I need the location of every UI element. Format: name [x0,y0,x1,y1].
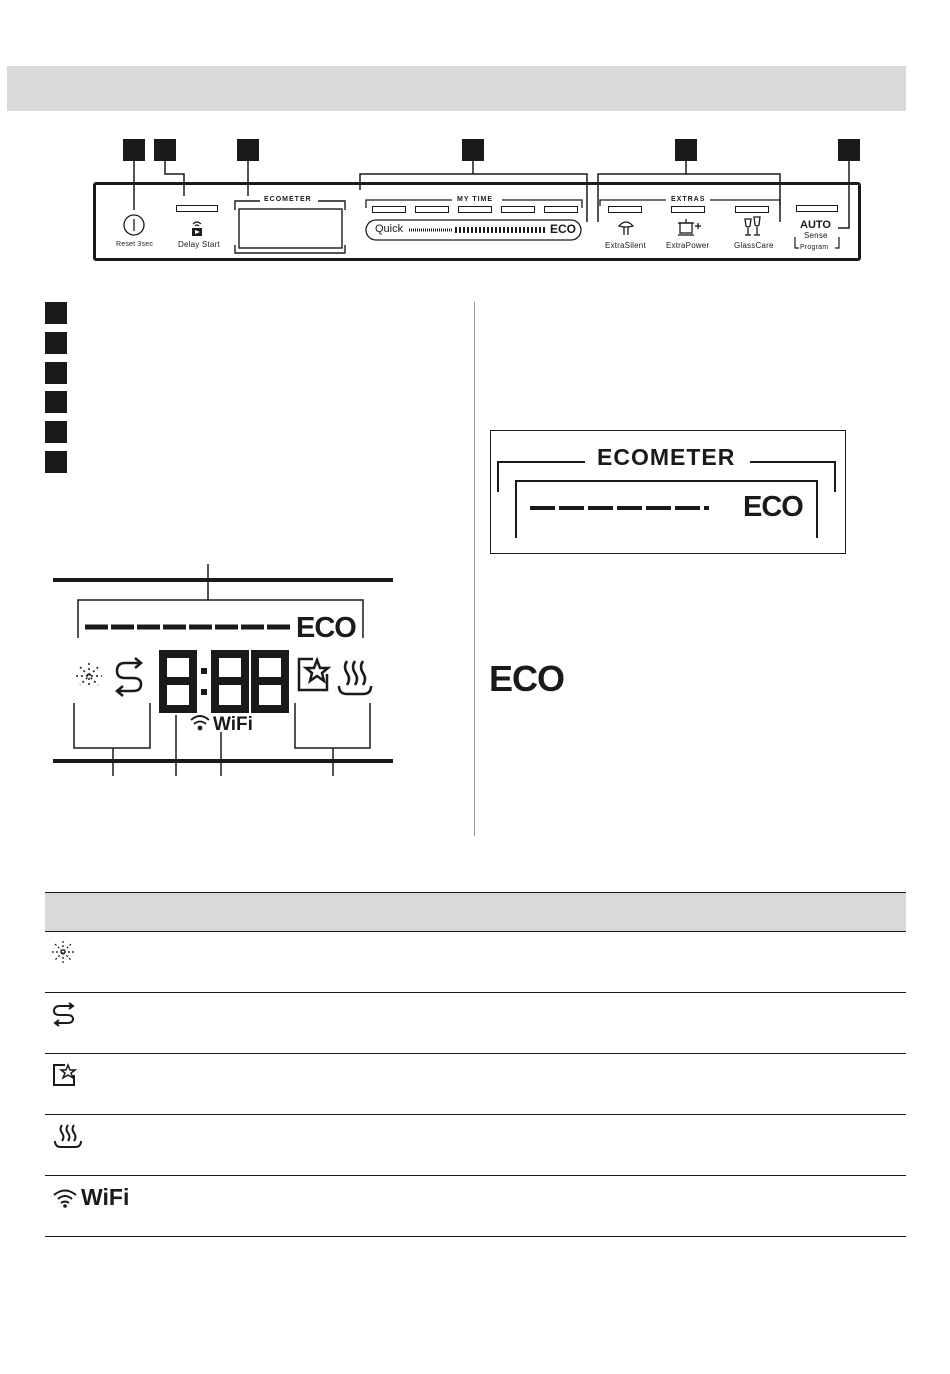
key-square-4 [45,391,67,413]
dry-display-icon [339,661,371,694]
key-square-3 [45,362,67,384]
program-label: Program [800,244,829,251]
display-diagram [45,560,405,780]
rinse-aid-display-icon [76,663,102,688]
table-row [45,1054,906,1115]
table-row [45,1115,906,1176]
mytime-quick-label: Quick [375,223,404,235]
glasscare-icon[interactable] [742,216,764,238]
program-bracket [792,236,842,254]
panel-ecometer-frame [232,196,348,256]
extra-silent-label: ExtraSilent [605,241,646,250]
delay-start-icon[interactable] [190,219,204,237]
mytime-frame [360,196,590,246]
delay-indicator [176,205,218,212]
regenerate-display-icon [117,658,141,696]
table-row [45,932,906,993]
wifi-label: WiFi [81,1184,130,1210]
mytime-slot-1[interactable] [372,206,406,213]
mytime-slot-4[interactable] [501,206,535,213]
mytime-slot-3[interactable] [458,206,492,213]
extra-power-icon[interactable] [677,217,703,237]
extras-label: EXTRAS [671,196,706,203]
wifi-display-icon [191,716,209,730]
mytime-label: MY TIME [457,196,494,203]
table-row [45,1176,906,1237]
rinse-aid-icon [51,940,75,964]
key-square-2 [45,332,67,354]
key-square-6 [45,451,67,473]
sense-label: Sense [804,231,828,240]
mytime-scale [409,224,549,236]
glasscare-indicator [735,206,769,213]
dry-icon [51,1123,85,1149]
eco-standalone-icon: ECO [489,658,565,699]
ecometer-box-title: ECOMETER [597,444,736,470]
display-eco-label: ECO [296,612,356,644]
ecometer-box-eco: ECO [743,491,803,523]
mytime-eco-label: ECO [550,222,577,236]
table-row [45,993,906,1054]
extra-power-label: ExtraPower [666,241,710,250]
glasscare-label: GlassCare [734,241,774,250]
mytime-slot-5[interactable] [544,206,578,213]
regenerate-icon [51,1001,77,1027]
machine-care-display-icon [299,659,328,690]
display-wifi-label: WiFi [213,714,253,735]
wifi-icon [51,1187,79,1209]
key-square-1 [45,302,67,324]
key-square-5 [45,421,67,443]
extra-power-indicator [671,206,705,213]
auto-indicator [796,205,838,212]
extra-silent-icon[interactable] [616,217,636,237]
panel-ecometer-label: ECOMETER [264,196,312,203]
table-header [45,893,906,932]
reset-label: Reset 3sec [116,241,154,248]
mytime-slot-2[interactable] [415,206,449,213]
symbol-table [45,892,906,1237]
machine-care-icon [51,1062,77,1088]
extra-silent-indicator [608,206,642,213]
time-digits-display [163,654,285,709]
auto-label[interactable]: AUTO [800,219,831,231]
power-icon[interactable] [121,212,147,238]
delay-label: Delay Start [178,240,220,249]
column-divider [474,302,475,836]
